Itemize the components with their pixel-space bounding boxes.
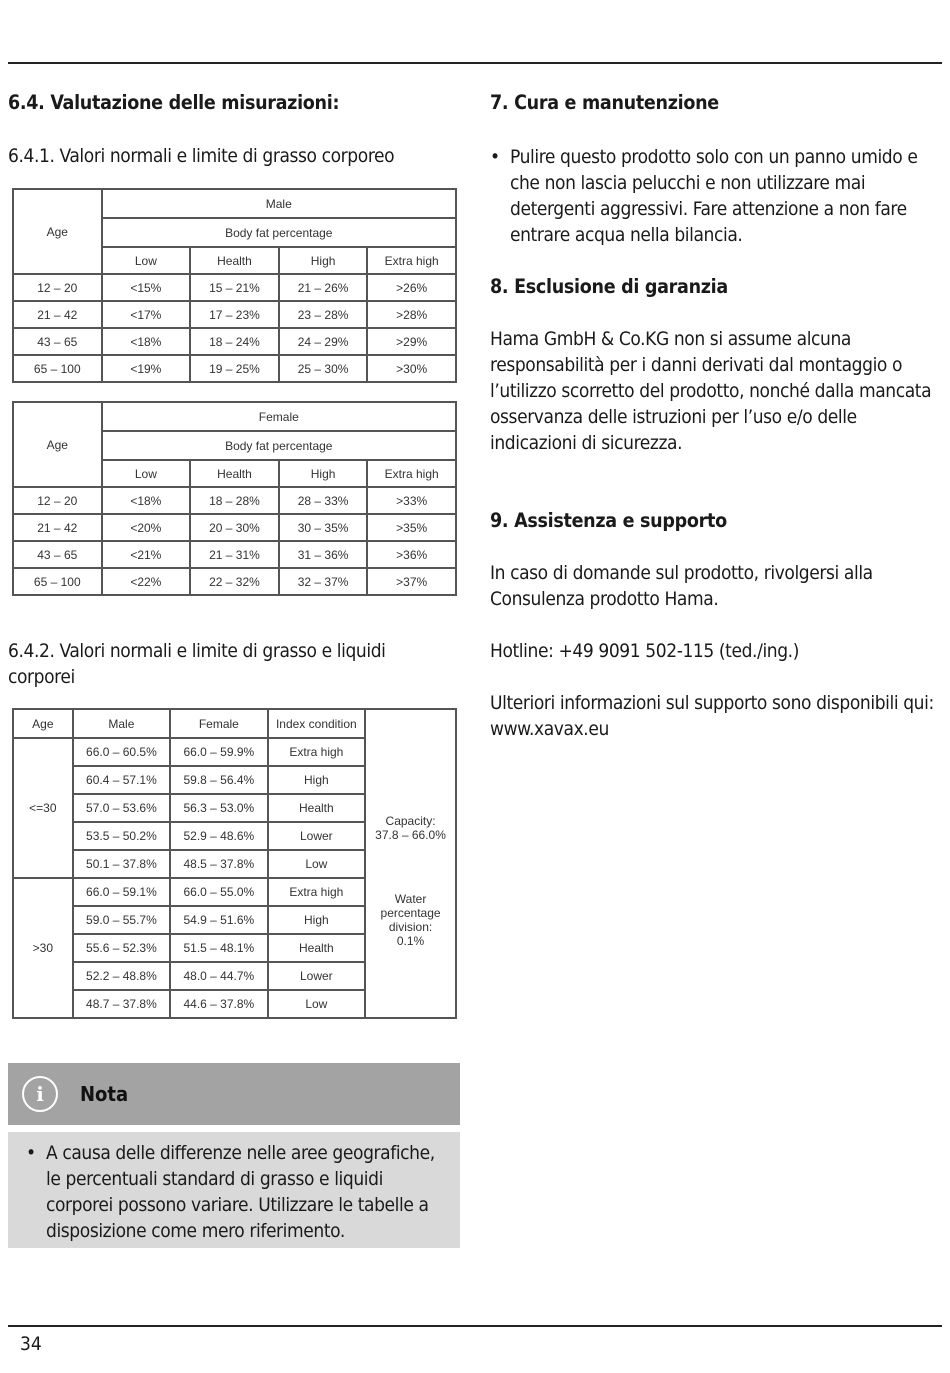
body-water-table — [12, 708, 457, 1019]
cell: 65 – 100 — [13, 355, 102, 382]
cell: 24 – 29% — [279, 328, 368, 355]
table-row — [13, 301, 456, 328]
cell: 12 – 20 — [13, 274, 102, 301]
cell: <18% — [102, 328, 191, 355]
capacity-label: Capacity: — [385, 814, 436, 828]
cell: 50.1 – 37.8% — [73, 850, 170, 878]
cell: 51.5 – 48.1% — [170, 934, 267, 962]
col-header: Health — [190, 460, 279, 487]
male-body-fat-table — [12, 188, 457, 383]
cell: 66.0 – 60.5% — [73, 738, 170, 766]
bf-header: Body fat percentage — [102, 431, 456, 460]
section-heading-7: 7. Cura e manutenzione — [490, 91, 719, 114]
support-link-text: Ulteriori informazioni sul supporto sono disponibili qui: www.xavax.eu — [490, 692, 934, 740]
section-heading-6-4: 6.4. Valutazione delle misurazioni: — [8, 91, 340, 114]
cell: 21 – 26% — [279, 274, 368, 301]
hotline-text: Hotline: +49 9091 502-115 (ted./ing.) — [490, 640, 799, 662]
note-header — [8, 1063, 460, 1125]
subheading-6-4-2: 6.4.2. Valori normali e limite di grasso e liquidi corporei — [8, 640, 386, 688]
note-text: • A causa delle differenze nelle aree geografiche, le percentuali standard di grasso e liquidi corporei possono variare. Utilizzare le tabelle a disposizione come mero riferimento. — [26, 1140, 450, 1244]
left-column — [8, 90, 460, 1011]
info-icon: i — [22, 1076, 58, 1112]
cell: 57.0 – 53.6% — [73, 794, 170, 822]
cell: <19% — [102, 355, 191, 382]
cell: 18 – 28% — [190, 487, 279, 514]
cell: 48.5 – 37.8% — [170, 850, 267, 878]
age-header: Age — [13, 189, 102, 274]
cell: <20% — [102, 514, 191, 541]
cell: 31 – 36% — [279, 541, 368, 568]
cell: 19 – 25% — [190, 355, 279, 382]
table-row — [13, 541, 456, 568]
age-group-cell: <=30 — [13, 738, 73, 878]
table-row — [13, 328, 456, 355]
cell: 12 – 20 — [13, 487, 102, 514]
cell: Extra high — [268, 738, 366, 766]
cell: <15% — [102, 274, 191, 301]
male-header: Male — [73, 709, 170, 738]
col-header: High — [279, 460, 368, 487]
col-header: High — [279, 247, 368, 274]
cell: <18% — [102, 487, 191, 514]
cell: 66.0 – 59.1% — [73, 878, 170, 906]
cell: >26% — [367, 274, 456, 301]
cell: 44.6 – 37.8% — [170, 990, 267, 1018]
cell: >30% — [367, 355, 456, 382]
cell: 21 – 42 — [13, 301, 102, 328]
cell: 59.8 – 56.4% — [170, 766, 267, 794]
cell: >37% — [367, 568, 456, 595]
cell: 43 – 65 — [13, 328, 102, 355]
cell: 54.9 – 51.6% — [170, 906, 267, 934]
col-header: Low — [102, 460, 191, 487]
female-header: Female — [170, 709, 267, 738]
group-header: Female — [102, 402, 456, 431]
cell: Low — [268, 990, 366, 1018]
cell: Extra high — [268, 878, 366, 906]
cell: 59.0 – 55.7% — [73, 906, 170, 934]
cell: Health — [268, 934, 366, 962]
cell: <22% — [102, 568, 191, 595]
cell: 30 – 35% — [279, 514, 368, 541]
cell: 25 – 30% — [279, 355, 368, 382]
cell: <17% — [102, 301, 191, 328]
cell: >28% — [367, 301, 456, 328]
table-row — [13, 514, 456, 541]
subheading-6-4-1: 6.4.1. Valori normali e limite di grasso corporeo — [8, 145, 395, 167]
cell: 65 – 100 — [13, 568, 102, 595]
cell: 17 – 23% — [190, 301, 279, 328]
table-row — [13, 487, 456, 514]
care-instruction: • Pulire questo prodotto solo con un panno umido e che non lascia pelucchi e non utilizzare mai detergenti aggressivi. Fare attenzione a non fare entrare acqua nella bilancia. — [490, 144, 942, 248]
right-column — [490, 90, 942, 742]
cell: 28 – 33% — [279, 487, 368, 514]
cell: 21 – 42 — [13, 514, 102, 541]
section-heading-8: 8. Esclusione di garanzia — [490, 275, 728, 298]
table-row — [13, 568, 456, 595]
cell: Lower — [268, 962, 366, 990]
bf-header: Body fat percentage — [102, 218, 456, 247]
top-rule — [8, 62, 942, 64]
note-title: Nota — [80, 1082, 129, 1106]
capacity-info-cell — [365, 709, 456, 1018]
cell: 20 – 30% — [190, 514, 279, 541]
cell: 18 – 24% — [190, 328, 279, 355]
division-value: 0.1% — [396, 934, 425, 948]
cell: >33% — [367, 487, 456, 514]
capacity-value: 37.8 – 66.0% — [375, 828, 446, 842]
cell: High — [268, 766, 366, 794]
cell: 55.6 – 52.3% — [73, 934, 170, 962]
cell: 66.0 – 55.0% — [170, 878, 267, 906]
col-header: Health — [190, 247, 279, 274]
section-heading-9: 9. Assistenza e supporto — [490, 509, 727, 532]
cell: 66.0 – 59.9% — [170, 738, 267, 766]
warranty-text: Hama GmbH & Co.KG non si assume alcuna responsabilità per i danni derivati dal montaggio o l’utilizzo scorretto del prodotto, nonché dalla mancata osservanza delle istruzioni per l’uso e/o delle indicazioni di sicurezza. — [490, 328, 932, 454]
cell: Lower — [268, 822, 366, 850]
table-row — [13, 274, 456, 301]
cell: >36% — [367, 541, 456, 568]
cell: 15 – 21% — [190, 274, 279, 301]
age-header: Age — [13, 709, 73, 738]
cell: Health — [268, 794, 366, 822]
col-header: Extra high — [367, 460, 456, 487]
cell: 23 – 28% — [279, 301, 368, 328]
page-number: 34 — [20, 1333, 42, 1355]
cell: 48.7 – 37.8% — [73, 990, 170, 1018]
age-group-cell: >30 — [13, 878, 73, 1018]
cell: 60.4 – 57.1% — [73, 766, 170, 794]
age-header: Age — [13, 402, 102, 487]
col-header: Low — [102, 247, 191, 274]
cell: 43 – 65 — [13, 541, 102, 568]
cell: 22 – 32% — [190, 568, 279, 595]
index-header: Index condition — [268, 709, 366, 738]
cell: 32 – 37% — [279, 568, 368, 595]
cell: <21% — [102, 541, 191, 568]
group-header: Male — [102, 189, 456, 218]
support-text: In caso di domande sul prodotto, rivolgersi alla Consulenza prodotto Hama. — [490, 562, 873, 610]
female-body-fat-table — [12, 401, 457, 596]
cell: 53.5 – 50.2% — [73, 822, 170, 850]
bottom-rule — [8, 1325, 942, 1327]
col-header: Extra high — [367, 247, 456, 274]
cell: 48.0 – 44.7% — [170, 962, 267, 990]
cell: Low — [268, 850, 366, 878]
cell: >35% — [367, 514, 456, 541]
cell: 52.2 – 48.8% — [73, 962, 170, 990]
cell: High — [268, 906, 366, 934]
cell: >29% — [367, 328, 456, 355]
cell: 56.3 – 53.0% — [170, 794, 267, 822]
cell: 52.9 – 48.6% — [170, 822, 267, 850]
table-row — [13, 355, 456, 382]
note-body — [8, 1132, 460, 1248]
division-label: Water percentage division: — [380, 892, 441, 934]
cell: 21 – 31% — [190, 541, 279, 568]
